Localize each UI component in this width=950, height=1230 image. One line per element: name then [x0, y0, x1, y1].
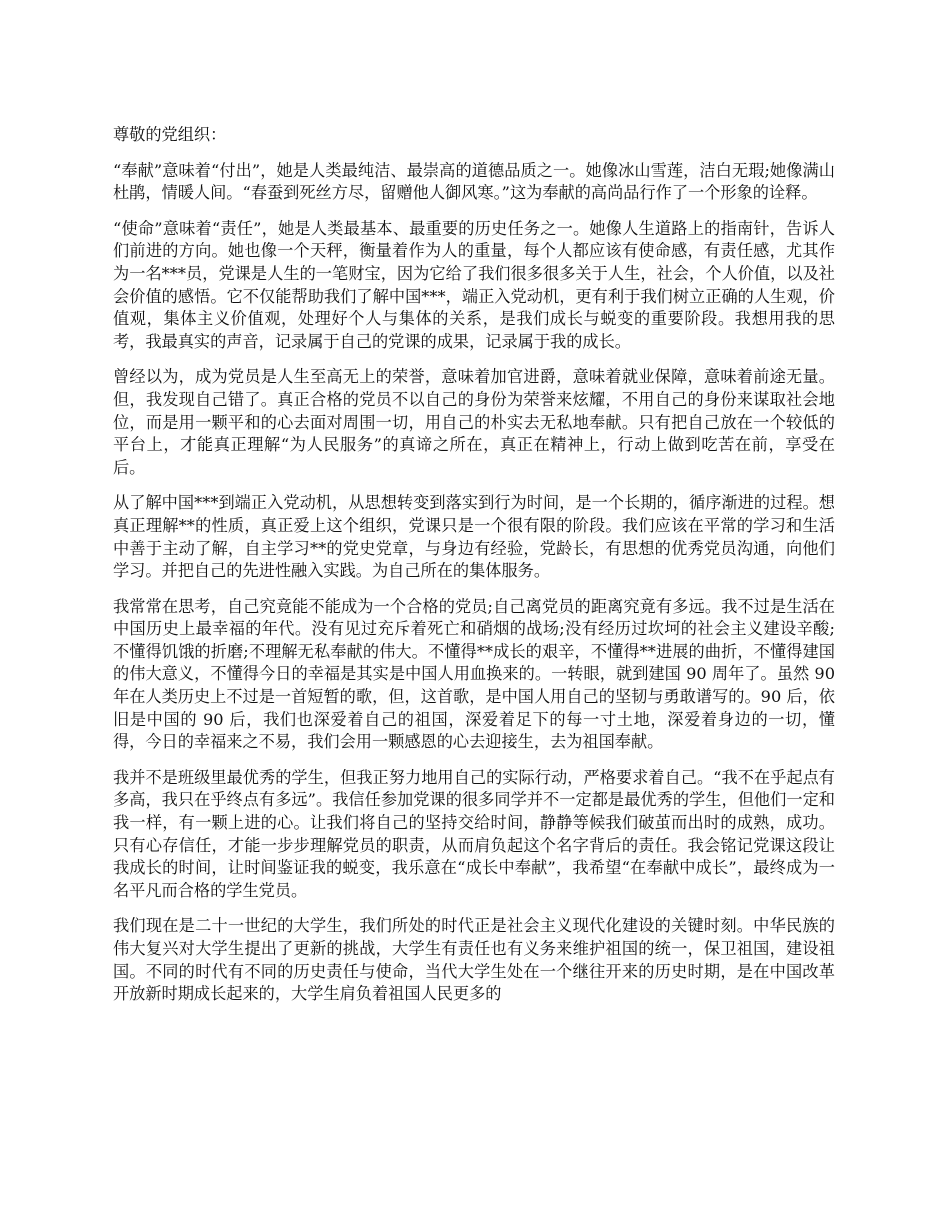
document-body — [113, 124, 835, 1019]
paragraph-commitment: 我并不是班级里最优秀的学生，但我正努力地用自己的实际行动，严格要求着自己。“我不在乎起点有多高，我只在乎终点有多远”。我信任参加党课的很多同学并不一定都是最优秀的学生，但他们一定和我一样，有一颗上进的心。让我们将自己的坚持交给时间，静静等候我们破茧而出时的成熟，成功。只有心存信任，才能一步步理解党员的职责，从而肩负起这个名字背后的责任。我会铭记党课这段让我成长的时间，让时间鉴证我的蜕变，我乐意在“成长中奉献”，我希望“在奉献中成长”，最终成为一名平凡而合格的学生党员。 — [113, 767, 835, 900]
salutation: 尊敬的党组织： — [113, 125, 227, 144]
paragraph-misconception: 曾经以为，成为党员是人生至高无上的荣誉，意味着加官进爵，意味着就业保障，意味着前途无量。但，我发现自己错了。真正合格的党员不以自己的身份为荣誉来炫耀，不用自己的身份来谋取社会地位，而是用一颗平和的心去面对周围一切，用自己的朴实去无私地奉献。只有把自己放在一个较低的平台上，才能真正理解“为人民服务”的真谛之所在，真正在精神上，行动上做到吃苦在前，享受在后。 — [113, 367, 835, 477]
paragraph-era: 我们现在是二十一世纪的大学生，我们所处的时代正是社会主义现代化建设的关键时刻。中华民族的伟大复兴对大学生提出了更新的挑战，大学生有责任也有义务来维护祖国的统一，保卫祖国，建设祖国。不同的时代有不同的历史责任与使命，当代大学生处在一个继往开来的历史时期，是在中国改革开放新时期成长起来的，大学生肩负着祖国人民更多的 — [113, 916, 835, 1004]
paragraph-process: 从了解中国***到端正入党动机，从思想转变到落实到行为时间，是一个长期的，循序渐进的过程。想真正理解**的性质，真正爱上这个组织，党课只是一个很有限的阶段。我们应该在平常的学习和生活中善于主动了解，自主学习**的党史党章，与身边有经验，党龄长，有思想的优秀党员沟通，向他们学习。并把自己的先进性融入实践。为自己所在的集体服务。 — [113, 493, 835, 581]
paragraph-dedication: “奉献”意味着“付出”，她是人类最纯洁、最崇高的道德品质之一。她像冰山雪莲，洁白无瑕;她像满山杜鹃，情暖人间。“春蚕到死丝方尽，留赠他人御风寒。”这为奉献的高尚品行作了一个形象的诠释。 — [113, 160, 835, 203]
paragraph-reflection: 我常常在思考，自己究竟能不能成为一个合格的党员;自己离党员的距离究竟有多远。我不过是生活在中国历史上最幸福的年代。没有见过充斥着死亡和硝烟的战场;没有经历过坎坷的社会主义建设辛酸;不懂得饥饿的折磨;不理解无私奉献的伟大。不懂得**成长的艰辛，不懂得**进展的曲折，不懂得建国的伟大意义，不懂得今日的幸福是其实是中国人用血换来的。一转眼，就到建国 90 周年了。虽然 90 年在人类历史上不过是一首短暂的歌，但，这首歌，是中国人用自己的坚韧与勇敢谱写的。90 后，依旧是中国的 90 后，我们也深爱着自己的祖国，深爱着足下的每一寸土地，深爱着身边的一切，懂得，今日的幸福来之不易，我们会用一颗感恩的心去迎接生，去为祖国奉献。 — [113, 596, 835, 752]
paragraph-mission: “使命”意味着“责任”，她是人类最基本、最重要的历史任务之一。她像人生道路上的指南针，告诉人们前进的方向。她也像一个天秤，衡量着作为人的重量，每个人都应该有使命感，有责任感，尤其作为一名***员，党课是人生的一笔财宝，因为它给了我们很多很多关于人生，社会，个人价值，以及社会价值的感悟。它不仅能帮助我们了解中国***，端正入党动机，更有利于我们树立正确的人生观，价值观，集体主义价值观，处理好个人与集体的关系，是我们成长与蜕变的重要阶段。我想用我的思考，我最真实的声音，记录属于自己的党课的成果，记录属于我的成长。 — [113, 218, 835, 351]
